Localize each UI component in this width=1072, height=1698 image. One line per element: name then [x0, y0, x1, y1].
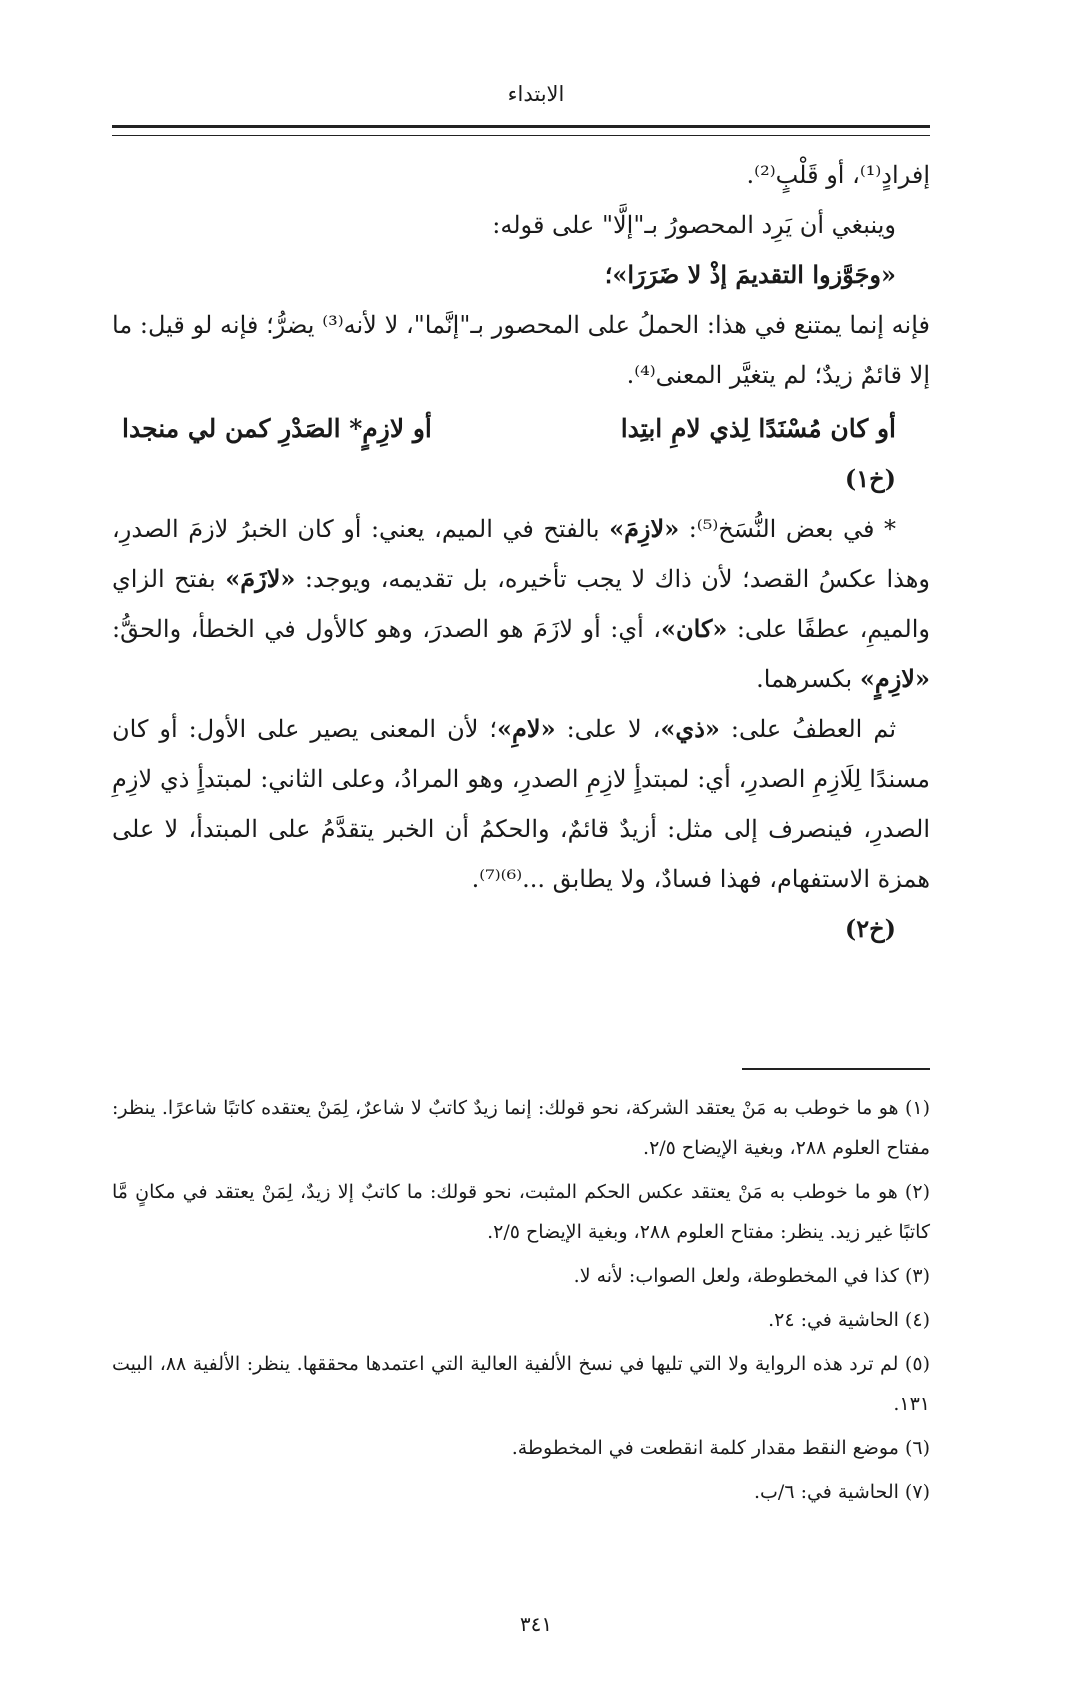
- p5-text-a: ثم العطفُ على:: [719, 715, 897, 743]
- p4-bold-2: «لازَمَ»: [225, 564, 296, 593]
- footnote-7: (٧) الحاشية في: ٦/ب.: [753, 1481, 930, 1503]
- p4-bold-3: «كان»: [661, 614, 728, 643]
- p5-text-c: ، لا على:: [555, 715, 661, 743]
- p4-text-a: * في بعض النُّسَخ⁽⁵⁾:: [679, 515, 897, 543]
- paragraph-2: وينبغي أن يَرِد المحصورُ بـ"إلَّا" على قوله:: [492, 211, 896, 239]
- manuscript-marker-1: (خ١): [844, 464, 896, 493]
- footnote-separator: [742, 1068, 930, 1070]
- verse-second-hemistich: أو لازِمٍ* الصَدْرِ كمن لي منجدا: [122, 414, 432, 443]
- footnotes: [112, 1088, 930, 1516]
- footnote-5: (٥) لم ترد هذه الرواية ولا التي تليها في نسخ الألفية العالية التي اعتمدها محققها. ينظر: الألفية ٨٨، البيت ١٣١.: [112, 1353, 930, 1415]
- quoted-verse: «وجَوَّزوا التقديمَ إذْ لا ضَرَرَا»؛: [604, 260, 896, 289]
- page-number: ٣٤١: [519, 1612, 553, 1636]
- footnote-1: (١) هو ما خوطب به مَنْ يعتقد الشركة، نحو قولك: إنما زيدٌ كاتبٌ لا شاعرٌ، لِمَنْ يعتقده كاتبًا شاعرًا. ينظر: مفتاح العلوم ٢٨٨، وبغية الإيضاح ٢/٥.: [112, 1097, 930, 1159]
- manuscript-marker-2: (خ٢): [844, 914, 896, 943]
- poem-verse: [112, 404, 930, 454]
- p4-text-f: بكسرهما.: [756, 665, 860, 693]
- p4-bold-4: «لازِمٍ»: [859, 664, 930, 693]
- verse-first-hemistich: أو كان مُسْنَدًا لِذي لامِ ابتِدا: [620, 414, 896, 443]
- running-header: الابتداء: [507, 82, 565, 106]
- footnote-4: (٤) الحاشية في: ٢٤.: [768, 1309, 930, 1331]
- p4-text-c: بالفتح في الميم، يعني: أو كان الخبرُ لازمَ الصدرِ، وهذا عكسُ القصد؛ لأن ذاك لا يجب تأخيره، بل تقديمه، ويوجد:: [112, 515, 930, 593]
- paragraph-1: إفرادٍ⁽¹⁾، أو قَلْبٍ⁽²⁾.: [746, 161, 930, 189]
- header-rule-thick: [112, 125, 930, 128]
- footnote-3: (٣) كذا في المخطوطة، ولعل الصواب: لأنه لا.: [573, 1265, 930, 1287]
- main-text: [112, 150, 930, 954]
- p5-bold-2: «لامِ»: [497, 714, 556, 743]
- p5-text-d: ؛ لأن المعنى يصير على الأول: أو كان مسندًا لِلَازِمِ الصدرِ، أي: لمبتدأٍ لازِمِ الصدرِ، وهو المرادُ، وعلى الثاني: لمبتدأٍ ذي لازِمِ الصدرِ، فينصرف إلى مثل: أزيدٌ قائمٌ، والحكمُ أن الخبر يتقدَّمُ على المبتدأ، لا على همزة الاستفهام، فهذا فسادٌ، ولا يطابق ...⁽⁶⁾⁽⁷⁾.: [112, 715, 930, 893]
- header-rule-thin: [112, 135, 930, 136]
- paragraph-5: [112, 704, 930, 904]
- p4-bold-1: «لازِمَ»: [609, 514, 680, 543]
- paragraph-3: فإنه إنما يمتنع في هذا: الحملُ على المحصور بـ"إنَّما"، لا لأنه⁽³⁾ يضرُّ؛ فإنه لو قيل: ما إلا قائمٌ زيدٌ؛ لم يتغيَّر المعنى⁽⁴⁾.: [112, 311, 930, 389]
- paragraph-4: [112, 504, 930, 704]
- footnote-6: (٦) موضع النقط مقدار كلمة انقطعت في المخطوطة.: [511, 1437, 930, 1459]
- footnote-2: (٢) هو ما خوطب به مَنْ يعتقد عكس الحكم المثبت، نحو قولك: ما كاتبٌ إلا زيدٌ، لِمَنْ يعتقد في مكانٍ مَّا كاتبًا غير زيد. ينظر: مفتاح العلوم ٢٨٨، وبغية الإيضاح ٢/٥.: [112, 1181, 930, 1243]
- p4-text-e: ، أي: أو لازَمَ هو الصدرَ، وهو كالأول في الخطأ، والحقُّ:: [112, 615, 662, 643]
- p5-bold-1: «ذي»: [660, 714, 720, 743]
- p4-text-d: بفتح الزاي والميمِ، عطفًا على:: [112, 565, 930, 643]
